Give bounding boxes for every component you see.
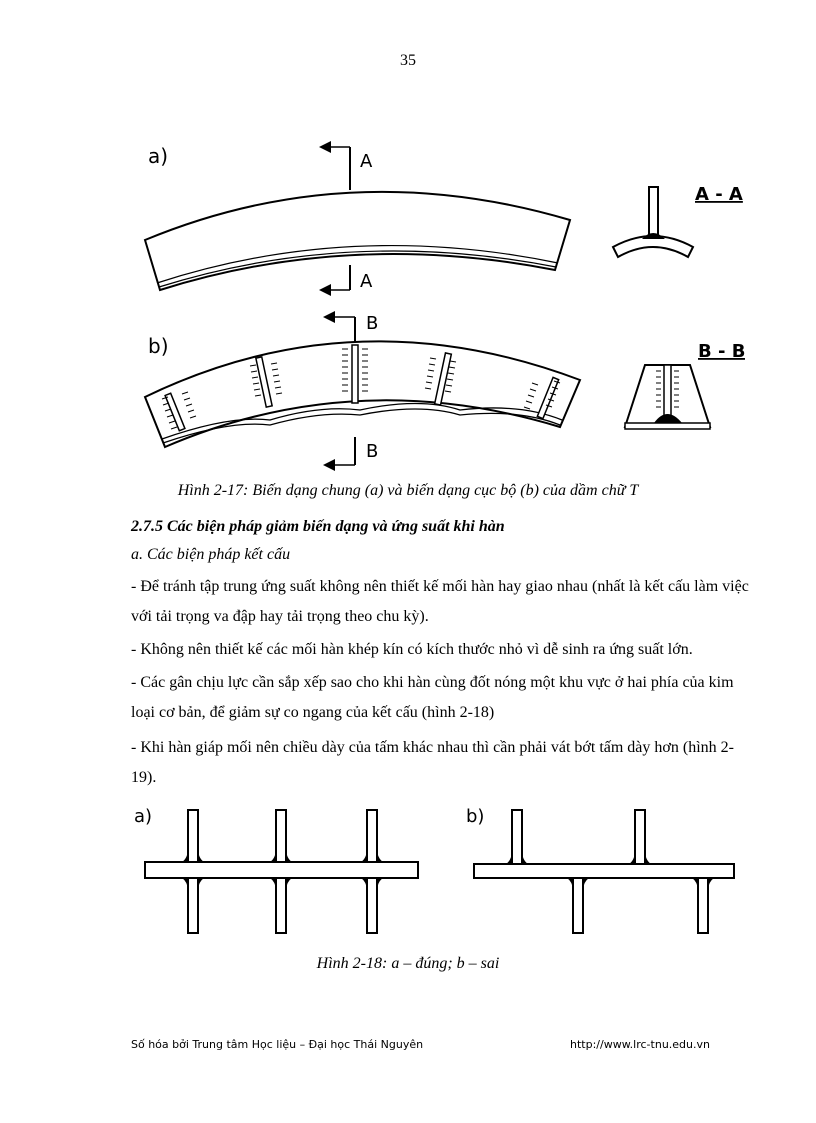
paragraph-4: - Khi hàn giáp mối nên chiều dày của tấm khác nhau thì cần phải vát bớt tấm dày hơn (hình 2-19). bbox=[131, 739, 734, 786]
beam-general-deformation bbox=[145, 192, 570, 290]
paragraph-3: - Các gân chịu lực cần sắp xếp sao cho khi hàn cùng đốt nóng một khu vực ở hai phía của kim loại cơ bản, để giảm sự co ngang của kết cấu (hình 2-18) bbox=[131, 674, 734, 721]
footer-url[interactable]: http://www.lrc-tnu.edu.vn bbox=[570, 1038, 710, 1051]
paragraph-1: - Để tránh tập trung ứng suất không nên thiết kế mối hàn hay giao nhau (nhất là kết cấu làm việc với tải trọng va đập hay tải trọng theo chu kỳ). bbox=[131, 578, 749, 625]
svg-text:A: A bbox=[360, 271, 373, 292]
paragraph-2: - Không nên thiết kế các mối hàn khép kín có kích thước nhỏ vì dễ sinh ra ứng suất lớn. bbox=[131, 641, 693, 658]
section-subheading: a. Các biện pháp kết cấu bbox=[131, 546, 291, 563]
section-cut-b-top bbox=[326, 313, 378, 343]
section-heading: 2.7.5 Các biện pháp giảm biến dạng và ứng suất khi hàn bbox=[131, 518, 505, 535]
footer-source: Số hóa bởi Trung tâm Học liệu – Đại học Thái Nguyên bbox=[131, 1038, 424, 1051]
svg-text:B: B bbox=[366, 441, 379, 462]
section-a-a bbox=[613, 184, 743, 257]
page-number: 35 bbox=[400, 52, 416, 69]
figure-2-18-a-label: a) bbox=[134, 806, 153, 827]
figure-2-18-caption: Hình 2-18: a – đúng; b – sai bbox=[316, 955, 500, 972]
figure-b-label: b) bbox=[148, 334, 169, 358]
figure-2-17 bbox=[130, 135, 745, 475]
figure-2-17-caption: Hình 2-17: Biến dạng chung (a) và biến dạng cục bộ (b) của dầm chữ T bbox=[177, 482, 639, 499]
section-cut-a-bottom bbox=[322, 265, 373, 292]
figure-2-18 bbox=[130, 800, 742, 945]
correct-layout bbox=[145, 810, 418, 933]
svg-text:B: B bbox=[366, 313, 379, 334]
section-cut-b-bottom bbox=[326, 437, 378, 465]
svg-text:A - A: A - A bbox=[695, 184, 743, 205]
section-cut-a-top bbox=[322, 147, 373, 190]
incorrect-layout bbox=[474, 810, 734, 933]
section-b-b bbox=[625, 341, 745, 429]
figure-a-label: a) bbox=[148, 144, 169, 168]
svg-text:B - B: B - B bbox=[698, 341, 745, 362]
svg-text:A: A bbox=[360, 151, 373, 172]
beam-local-deformation bbox=[145, 341, 580, 447]
figure-2-18-b-label: b) bbox=[466, 806, 485, 827]
